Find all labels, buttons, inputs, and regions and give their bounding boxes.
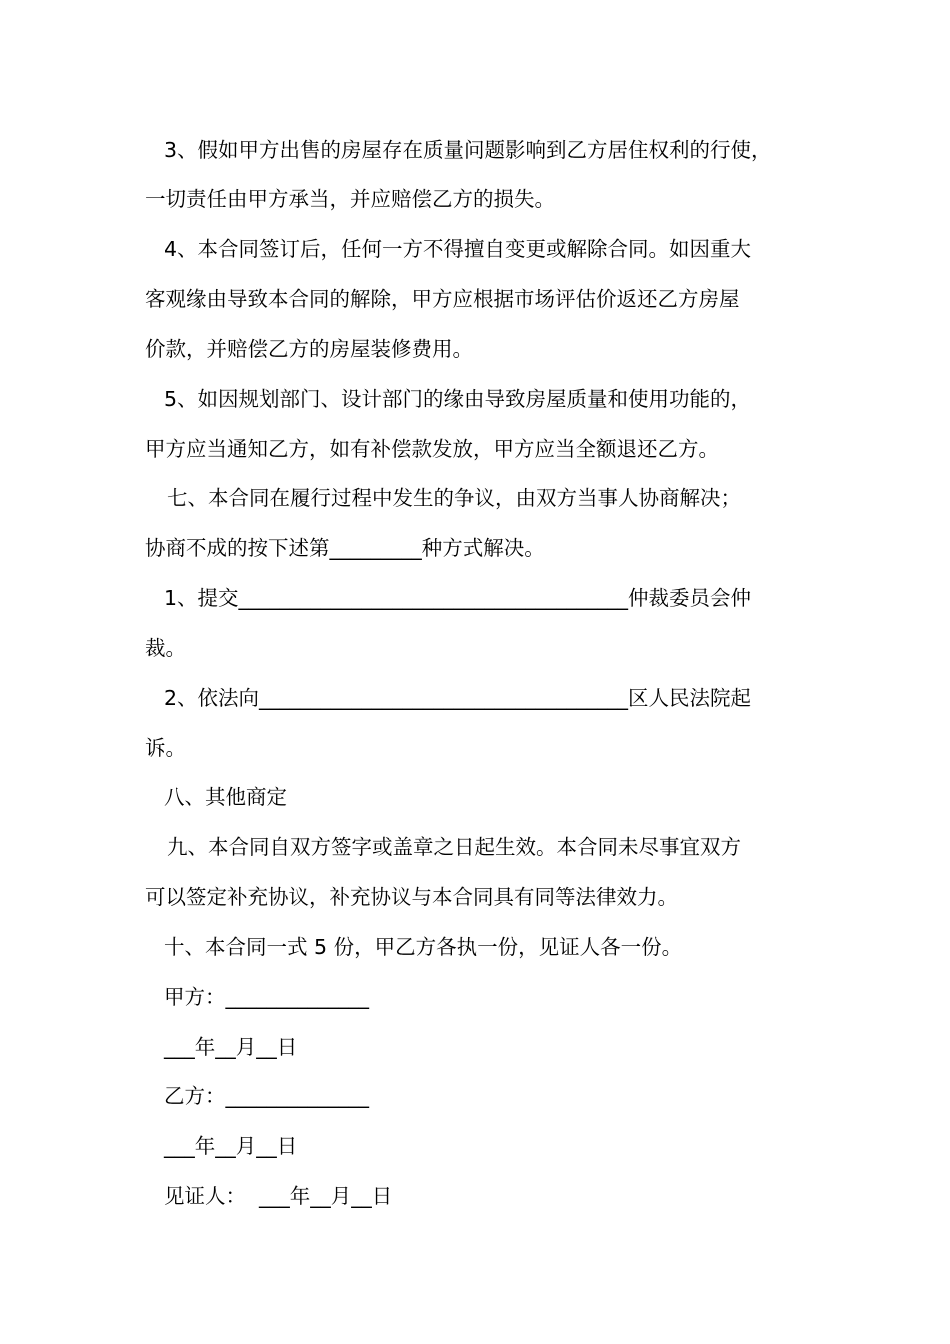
clause-3-line-1: 3、假如甲方出售的房屋存在质量问题影响到乙方居住权利的行使， [164,138,772,162]
clause-5-line-1: 5、如因规划部门、设计部门的缘由导致房屋质量和使用功能的， [164,387,752,411]
clause-4-line-3: 价款，并赔偿乙方的房屋装修费用。 [145,337,473,361]
section-7-text-after: 种方式解决。 [421,536,545,560]
section-7-line-1: 七、本合同在履行过程中发生的争议，由双方当事人协商解决； [167,486,741,510]
option-2-after: 区人民法院起 [628,686,752,710]
option-2-line-2: 诉。 [145,736,186,760]
option-2-label: 2、依法向 [164,686,260,710]
party-b-signature: 乙方：______________ [164,1084,369,1108]
section-10: 十、本合同一式 5 份，甲乙方各执一份，见证人各一份。 [164,935,683,959]
arbitration-commission-blank: ______________________________________ [238,586,629,610]
party-b-date: ___年__月__日 [164,1134,298,1158]
clause-4-line-2: 客观缘由导致本合同的解除，甲方应根据市场评估价返还乙方房屋 [145,287,740,311]
option-1-after: 仲裁委员会仲 [628,586,752,610]
section-8: 八、其他商定 [164,785,287,809]
option-1-line-2: 裁。 [145,636,186,660]
option-1-line-1 [164,583,751,613]
party-a-signature: 甲方：______________ [164,985,369,1009]
court-district-blank: ____________________________________ [259,686,629,710]
witness-signature-date: 见证人： ___年__月__日 [164,1184,393,1208]
section-7-text-before: 协商不成的按下述第 [145,536,330,560]
section-7-line-2 [145,533,545,563]
section-9-line-2: 可以签定补充协议，补充协议与本合同具有同等法律效力。 [145,885,678,909]
clause-4-line-1: 4、本合同签订后，任何一方不得擅自变更或解除合同。如因重大 [164,237,752,261]
section-9-line-1: 九、本合同自双方签字或盖章之日起生效。本合同未尽事宜双方 [167,835,741,859]
option-2-line-1 [164,683,751,713]
clause-3-line-2: 一切责任由甲方承当，并应赔偿乙方的损失。 [145,187,555,211]
option-1-label: 1、提交 [164,586,239,610]
party-a-date: ___年__月__日 [164,1035,298,1059]
clause-5-line-2: 甲方应当通知乙方，如有补偿款发放，甲方应当全额退还乙方。 [145,437,719,461]
method-number-blank: _________ [329,536,422,560]
